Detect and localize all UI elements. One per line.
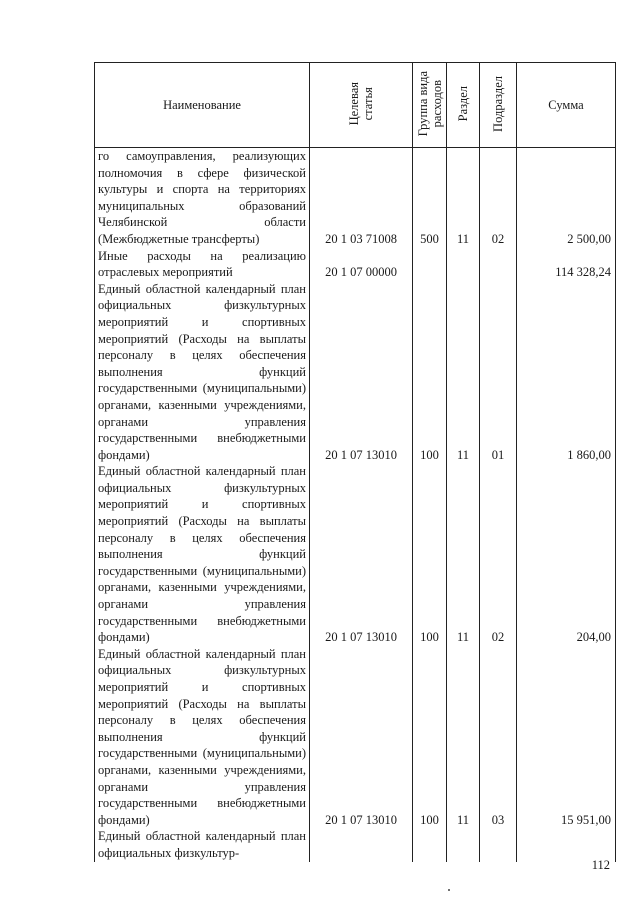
row-subsection: 02 [480,463,517,646]
row-section: 11 [447,281,480,464]
header-sum: Сумма [517,63,616,148]
row-section [447,248,480,281]
row-name: го самоуправления, реализующих полномочия в сфере физической культуры и спорта на территориях муниципальных образований Челябинской области (Межбюджетные трансферты) [95,148,310,248]
header-group [413,63,447,148]
row-sum: 114 328,24 [517,248,616,281]
table-row [95,248,616,281]
row-sum: 1 860,00 [517,281,616,464]
row-group: 100 [413,646,447,829]
row-subsection: 01 [480,281,517,464]
row-group [413,248,447,281]
header-section-label: Раздел [456,85,470,122]
row-name: Иные расходы на реализацию отраслевых мероприятий [95,248,310,281]
row-name: Единый областной календарный план официальных физкультурных мероприятий и спортивных мероприятий (Расходы на выплаты персоналу в целях обеспечения выполнения функций государственными (муниципальными) органами, казенными учреждениями, органами управления государственными внебюджетными фондами) [95,281,310,464]
row-subsection: 02 [480,148,517,248]
row-section: 11 [447,463,480,646]
row-code: 20 1 07 13010 [310,646,413,829]
scan-speck [448,889,450,891]
row-subsection [480,828,517,862]
header-subsection-label: Подраздел [491,75,505,132]
table-row [95,463,616,646]
row-section [447,828,480,862]
row-group: 500 [413,148,447,248]
row-sum: 204,00 [517,463,616,646]
header-group-label: Группа вида расходов [415,70,444,137]
row-name: Единый областной календарный план официальных физкультурных мероприятий и спортивных мероприятий (Расходы на выплаты персоналу в целях обеспечения выполнения функций государственными (муниципальными) органами, казенными учреждениями, органами управления государственными внебюджетными фондами) [95,646,310,829]
row-section: 11 [447,646,480,829]
header-name: Наименование [95,63,310,148]
row-code: 20 1 03 71008 [310,148,413,248]
header-code-label: Целевая статья [347,81,375,126]
header-row [95,63,616,148]
row-group: 100 [413,463,447,646]
table-row [95,281,616,464]
table-row [95,148,616,248]
row-name: Единый областной календарный план официальных физкультур- [95,828,310,862]
row-code: 20 1 07 13010 [310,463,413,646]
row-code [310,828,413,862]
table-row [95,828,616,862]
table-row [95,646,616,829]
row-subsection [480,248,517,281]
row-group [413,828,447,862]
row-code: 20 1 07 00000 [310,248,413,281]
header-section [447,63,480,148]
row-section: 11 [447,148,480,248]
budget-table [94,62,616,862]
row-code: 20 1 07 13010 [310,281,413,464]
row-group: 100 [413,281,447,464]
header-code [310,63,413,148]
row-sum: 15 951,00 [517,646,616,829]
header-subsection [480,63,517,148]
row-subsection: 03 [480,646,517,829]
page-number: 112 [591,858,610,872]
row-name: Единый областной календарный план официальных физкультурных мероприятий и спортивных мероприятий (Расходы на выплаты персоналу в целях обеспечения выполнения функций государственными (муниципальными) органами, казенными учреждениями, органами управления государственными внебюджетными фондами) [95,463,310,646]
row-sum: 2 500,00 [517,148,616,248]
